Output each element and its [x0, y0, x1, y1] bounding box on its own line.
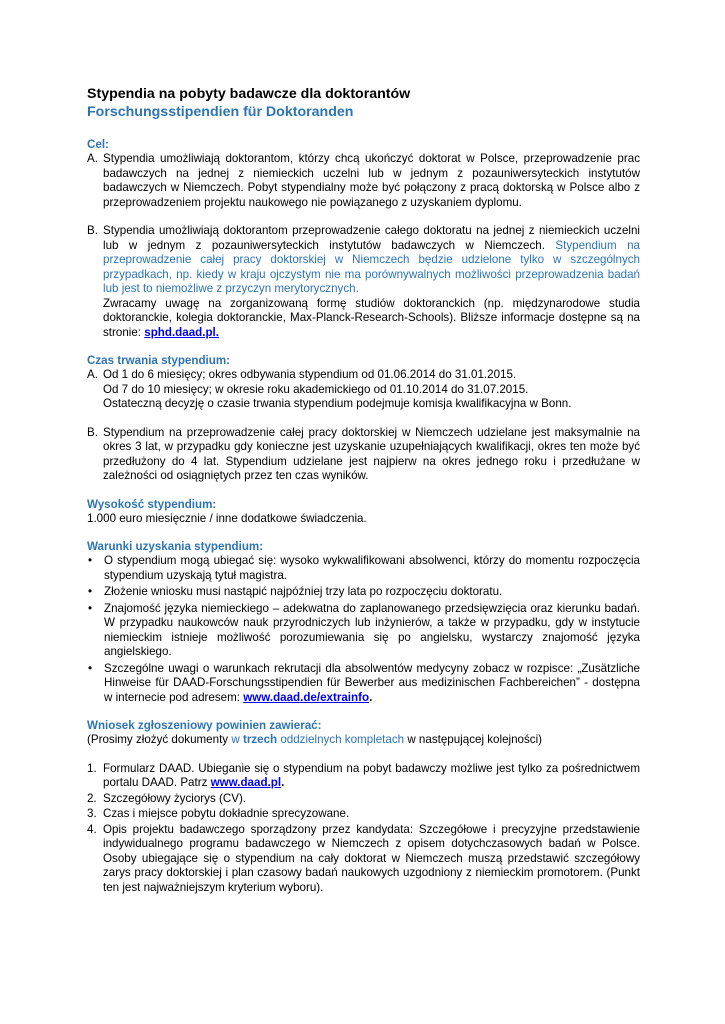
intro-part: w [231, 733, 240, 746]
section-heading-wysokosc: Wysokość stypendium: [87, 497, 217, 511]
wniosek-item [87, 762, 640, 791]
bullet: • [88, 601, 93, 615]
document-page [87, 86, 640, 895]
czas-line: Od 7 do 10 miesięcy; w okresie roku akademickiego od 01.10.2014 do 31.07.2015. [103, 382, 529, 396]
cel-note-text: Zwracamy uwagę na zorganizowaną formę studiów doktoranckich (np. międzynarodowe studia doktoranckie, kolegia doktoranckie, Max-Planck-Research-Schools). Bliższe informacje dostępne są na stronie: [103, 296, 640, 339]
punctuation: . [369, 690, 373, 704]
warunki-item [87, 602, 640, 660]
czas-line: Od 1 do 6 miesięcy; okres odbywania stypendium od 01.06.2014 do 31.01.2015. [103, 368, 517, 381]
daad-extrainfo-link[interactable]: www.daad.de/extrainfo [243, 690, 370, 704]
wniosek-item [87, 792, 640, 807]
list-marker: B. [87, 224, 98, 237]
section-heading-wniosek: Wniosek zgłoszeniowy powinien zawierać: [87, 719, 322, 732]
intro-part: (Prosimy złożyć dokumenty [87, 733, 229, 746]
list-number: 1. [87, 761, 97, 775]
intro-part: oddzielnych kompletach [280, 733, 405, 746]
czas-item-a [87, 368, 640, 412]
wniosek-item [87, 807, 640, 822]
list-number: 2. [87, 791, 97, 805]
wniosek-text-1: Formularz DAAD. Ubieganie się o stypendium na pobyt badawczy możliwe jest tylko za pośrednictwem portalu DAAD. Patrz [103, 761, 640, 789]
czas-item-b [87, 426, 640, 484]
warunki-text: O stypendium mogą ubiegać się: wysoko wykwalifikowani absolwenci, którzy do momentu rozpoczęcia stypendium uzyskają tytuł magistra. [104, 554, 640, 582]
bullet: • [88, 585, 93, 598]
section-heading-warunki: Warunki uzyskania stypendium: [87, 540, 264, 553]
wniosek-text: Szczegółowy życiorys (CV). [103, 791, 247, 805]
list-number: 3. [87, 807, 97, 820]
cel-text-b-main: Stypendia umożliwiają doktorantom przeprowadzenie całego doktoratu na jednej z niemieckich uczelni lub w jednym z pozauniwersyteckich instytutów badawczych w Niemczech. [103, 224, 640, 252]
czas-line: Ostateczną decyzję o czasie trwania stypendium podejmuje komisja kwalifikacyjna w Bonn. [103, 397, 572, 410]
wniosek-text: Czas i miejsce pobytu dokładnie sprecyzowane. [103, 807, 350, 820]
document-title: Stypendia na pobyty badawcze dla doktorantów [87, 86, 411, 102]
wysokosc-text: 1.000 euro miesięcznie / inne dodatkowe świadczenia. [87, 511, 367, 525]
czas-text-b: Stypendium na przeprowadzenie całej pracy doktorskiej w Niemczech udzielane jest maksymalnie na okres 3 lat, w przypadku gdy konieczne jest uzyskanie uzupełniających kwalifikacji, okres ten może być przedłużony do 4 lat. Stypendium udzielane jest najpierw na okres jednego roku i przedłużane w zależności od osiągniętych przez ten czas wyników. [103, 425, 640, 482]
section-heading-czas: Czas trwania stypendium: [87, 354, 231, 367]
warunki-item [87, 554, 640, 583]
cel-note [103, 297, 640, 341]
intro-part: trzech [242, 733, 278, 746]
list-marker: A. [87, 152, 98, 165]
wniosek-text: Opis projektu badawczego sporządzony przez kandydata: Szczegółowe i precyzyjne przedstawienie indywidualnego programu badawczego w Niemczech z opisem dotychczasowych badań w Polsce. Osoby ubiegające się o stypendium na cały doktorat w Niemczech muszą przedstawić szczegółowy zarys pracy doktorskiej i plan czasowy badań naukowych uzgodniony z niemieckim promotorem. (Punkt ten jest najważniejszym kryterium wyboru). [103, 822, 640, 894]
punctuation: . [281, 776, 285, 789]
daad-pl-link[interactable]: www.daad.pl [210, 776, 282, 789]
document-subtitle: Forschungsstipendien für Doktoranden [87, 104, 354, 120]
warunki-text-4: Szczególne uwagi o warunkach rekrutacji dla absolwentów medycyny zobacz w rozpisce: „Zusätzliche Hinweise für DAAD-Forschungsstipendien für Bewerber aus medizinischen Fachbereichen” - dostępna w internecie pod adresem: [104, 661, 640, 704]
warunki-text [104, 662, 640, 706]
wniosek-item [87, 823, 640, 896]
bullet: • [88, 661, 93, 675]
cel-item-a [87, 152, 640, 210]
cel-item-b [87, 224, 640, 340]
bullet: • [88, 554, 93, 567]
wniosek-text [103, 762, 640, 791]
wniosek-intro [87, 733, 640, 748]
section-heading-cel: Cel: [87, 138, 109, 151]
cel-text-a: Stypendia umożliwiają doktorantom, którzy chcą ukończyć doktorat w Polsce, przeprowadzenie prac badawczych na jednej z niemieckich uczelni lub w jednym z pozauniwersyteckich instytutów badawczych w Niemczech. Pobyt stypendialny może być połączony z pracą doktorską w Polsce albo z przeprowadzeniem projektu naukowego nie powiązanego z uzyskaniem dyplomu. [103, 152, 640, 209]
list-marker: B. [87, 425, 98, 439]
cel-text-b-highlight: Stypendium na przeprowadzenie całej pracy doktorskiej w Niemczech będzie udzielone tylko w szczególnych przypadkach, np. kiedy w kraju ojczystym nie ma porównywalnych możliwości przeprowadzenia badań lub jest to niemożliwe z przyczyn merytorycznych. [103, 238, 640, 295]
intro-part: w następującej kolejności) [407, 733, 543, 746]
warunki-text: Znajomość języka niemieckiego – adekwatna do zaplanowanego przedsięwzięcia oraz kierunku badań. W przypadku naukowców nauk przyrodniczych lub inżynierów, a także w przypadku, gdy w instytucie niemieckim istnieje możliwość porozumiewania się po angielsku, wystarczy znajomość języka angielskiego. [104, 601, 640, 658]
list-marker: A. [87, 368, 98, 381]
list-number: 4. [87, 822, 97, 836]
warunki-item [87, 662, 640, 706]
cel-text-b [103, 224, 640, 297]
warunki-item [87, 585, 640, 600]
sphd-link[interactable]: sphd.daad.pl. [144, 325, 219, 339]
warunki-text: Złożenie wniosku musi nastąpić najpóźniej trzy lata po rozpoczęciu doktoratu. [104, 585, 503, 598]
